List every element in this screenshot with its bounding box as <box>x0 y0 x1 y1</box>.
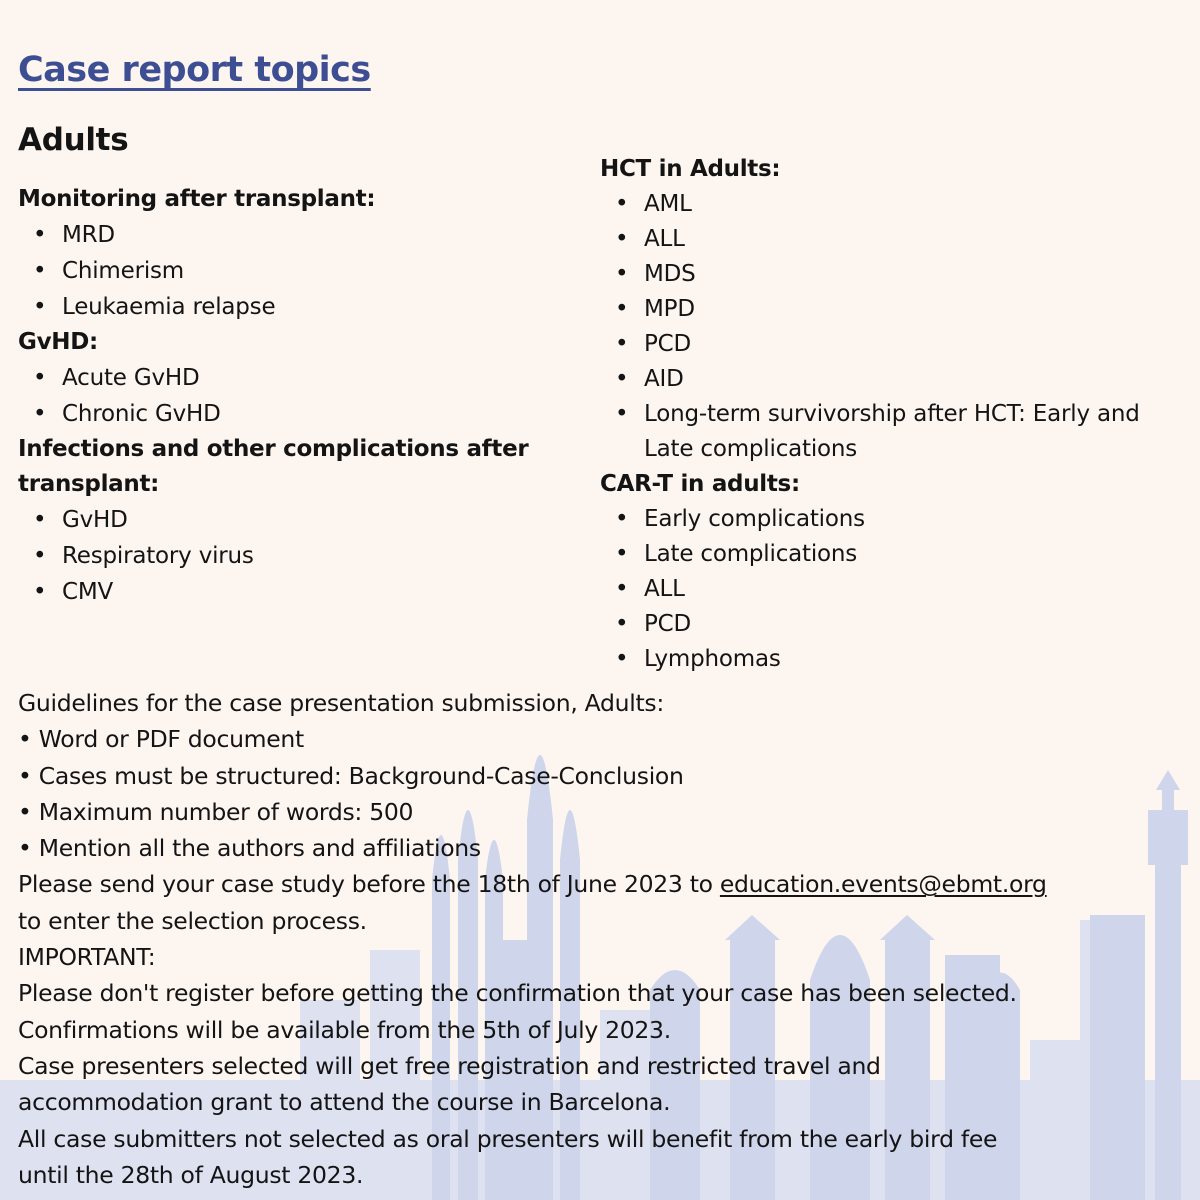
list-item: • PCD <box>600 327 1170 362</box>
bullet-icon: • <box>615 401 629 427</box>
important-note: Case presenters selected will get free registration and restricted travel and <box>18 1051 881 1080</box>
bullet-icon: • <box>33 222 47 248</box>
list-item: • MPD <box>600 292 1170 327</box>
list-item: • GvHD <box>18 502 573 538</box>
submission-guidelines <box>18 685 1188 1193</box>
list-item: • Early complications <box>600 502 1170 537</box>
bullet-icon: • <box>615 366 629 392</box>
topic-group <box>600 152 1170 467</box>
important-note: accommodation grant to attend the course in Barcelona. <box>18 1088 671 1117</box>
list-item: • CMV <box>18 574 573 610</box>
bullet-icon: • <box>615 296 629 322</box>
bullet-icon: • <box>33 294 47 320</box>
group-heading: CAR-T in adults: <box>600 471 800 497</box>
list-item: • Acute GvHD <box>18 360 573 396</box>
important-note: Confirmations will be available from the 5th of July 2023. <box>18 1015 671 1044</box>
page-title: Case report topics <box>18 50 371 90</box>
important-note: until the 28th of August 2023. <box>18 1160 364 1189</box>
bullet-icon: • <box>615 506 629 532</box>
guideline-item: • Mention all the authors and affiliations <box>18 834 481 863</box>
list-item: • Chimerism <box>18 253 573 289</box>
list-item: • PCD <box>600 607 1170 642</box>
bullet-list <box>18 360 573 432</box>
email-link[interactable]: education.events@ebmt.org <box>719 870 1047 899</box>
bullet-icon: • <box>33 507 47 533</box>
guideline-item: • Cases must be structured: Background-Case-Conclusion <box>18 761 684 790</box>
list-item: • MDS <box>600 257 1170 292</box>
important-note: All case submitters not selected as oral presenters will benefit from the early bird fee <box>18 1124 998 1153</box>
bullet-icon: • <box>615 646 629 672</box>
list-item: • MRD <box>18 217 573 253</box>
list-item: • AML <box>600 187 1170 222</box>
list-item: • Long-term survivorship after HCT: Early and Late complications <box>600 397 1170 467</box>
list-item: • Respiratory virus <box>18 538 573 574</box>
bullet-icon: • <box>615 576 629 602</box>
bullet-icon: • <box>615 191 629 217</box>
topic-group <box>18 182 573 325</box>
bullet-list <box>600 187 1170 467</box>
bullet-icon: • <box>33 258 47 284</box>
left-topics-column <box>18 182 573 610</box>
bullet-icon: • <box>615 611 629 637</box>
topic-group <box>600 467 1170 677</box>
list-item: • ALL <box>600 572 1170 607</box>
important-label: IMPORTANT: <box>18 943 156 972</box>
bullet-icon: • <box>33 401 47 427</box>
right-topics-column <box>600 152 1170 677</box>
bullet-icon: • <box>615 261 629 287</box>
send-instruction-continued: to enter the selection process. <box>18 906 367 935</box>
send-instruction: Please send your case study before the 18th of June 2023 to education.events@ebmt.org <box>18 870 1047 899</box>
group-heading: GvHD: <box>18 329 98 355</box>
topic-group <box>18 432 573 610</box>
bullet-icon: • <box>615 226 629 252</box>
list-item: • Chronic GvHD <box>18 396 573 432</box>
list-item: • AID <box>600 362 1170 397</box>
guideline-item: • Maximum number of words: 500 <box>18 797 414 826</box>
bullet-icon: • <box>615 331 629 357</box>
bullet-icon: • <box>33 579 47 605</box>
group-heading: HCT in Adults: <box>600 156 781 182</box>
bullet-list <box>18 217 573 325</box>
group-heading: Monitoring after transplant: <box>18 186 376 212</box>
guidelines-intro: Guidelines for the case presentation submission, Adults: <box>18 689 664 717</box>
bullet-icon: • <box>33 543 47 569</box>
important-note: Please don't register before getting the confirmation that your case has been selected. <box>18 979 1017 1008</box>
section-title: Adults <box>18 122 129 158</box>
guideline-item: • Word or PDF document <box>18 725 304 754</box>
bullet-list <box>600 502 1170 677</box>
list-item: • ALL <box>600 222 1170 257</box>
topic-group <box>18 325 573 432</box>
bullet-icon: • <box>615 541 629 567</box>
bullet-list <box>18 502 573 610</box>
list-item: • Lymphomas <box>600 642 1170 677</box>
list-item: • Late complications <box>600 537 1170 572</box>
group-heading: Infections and other complications after transplant: <box>18 436 529 497</box>
bullet-icon: • <box>33 365 47 391</box>
list-item: • Leukaemia relapse <box>18 289 573 325</box>
